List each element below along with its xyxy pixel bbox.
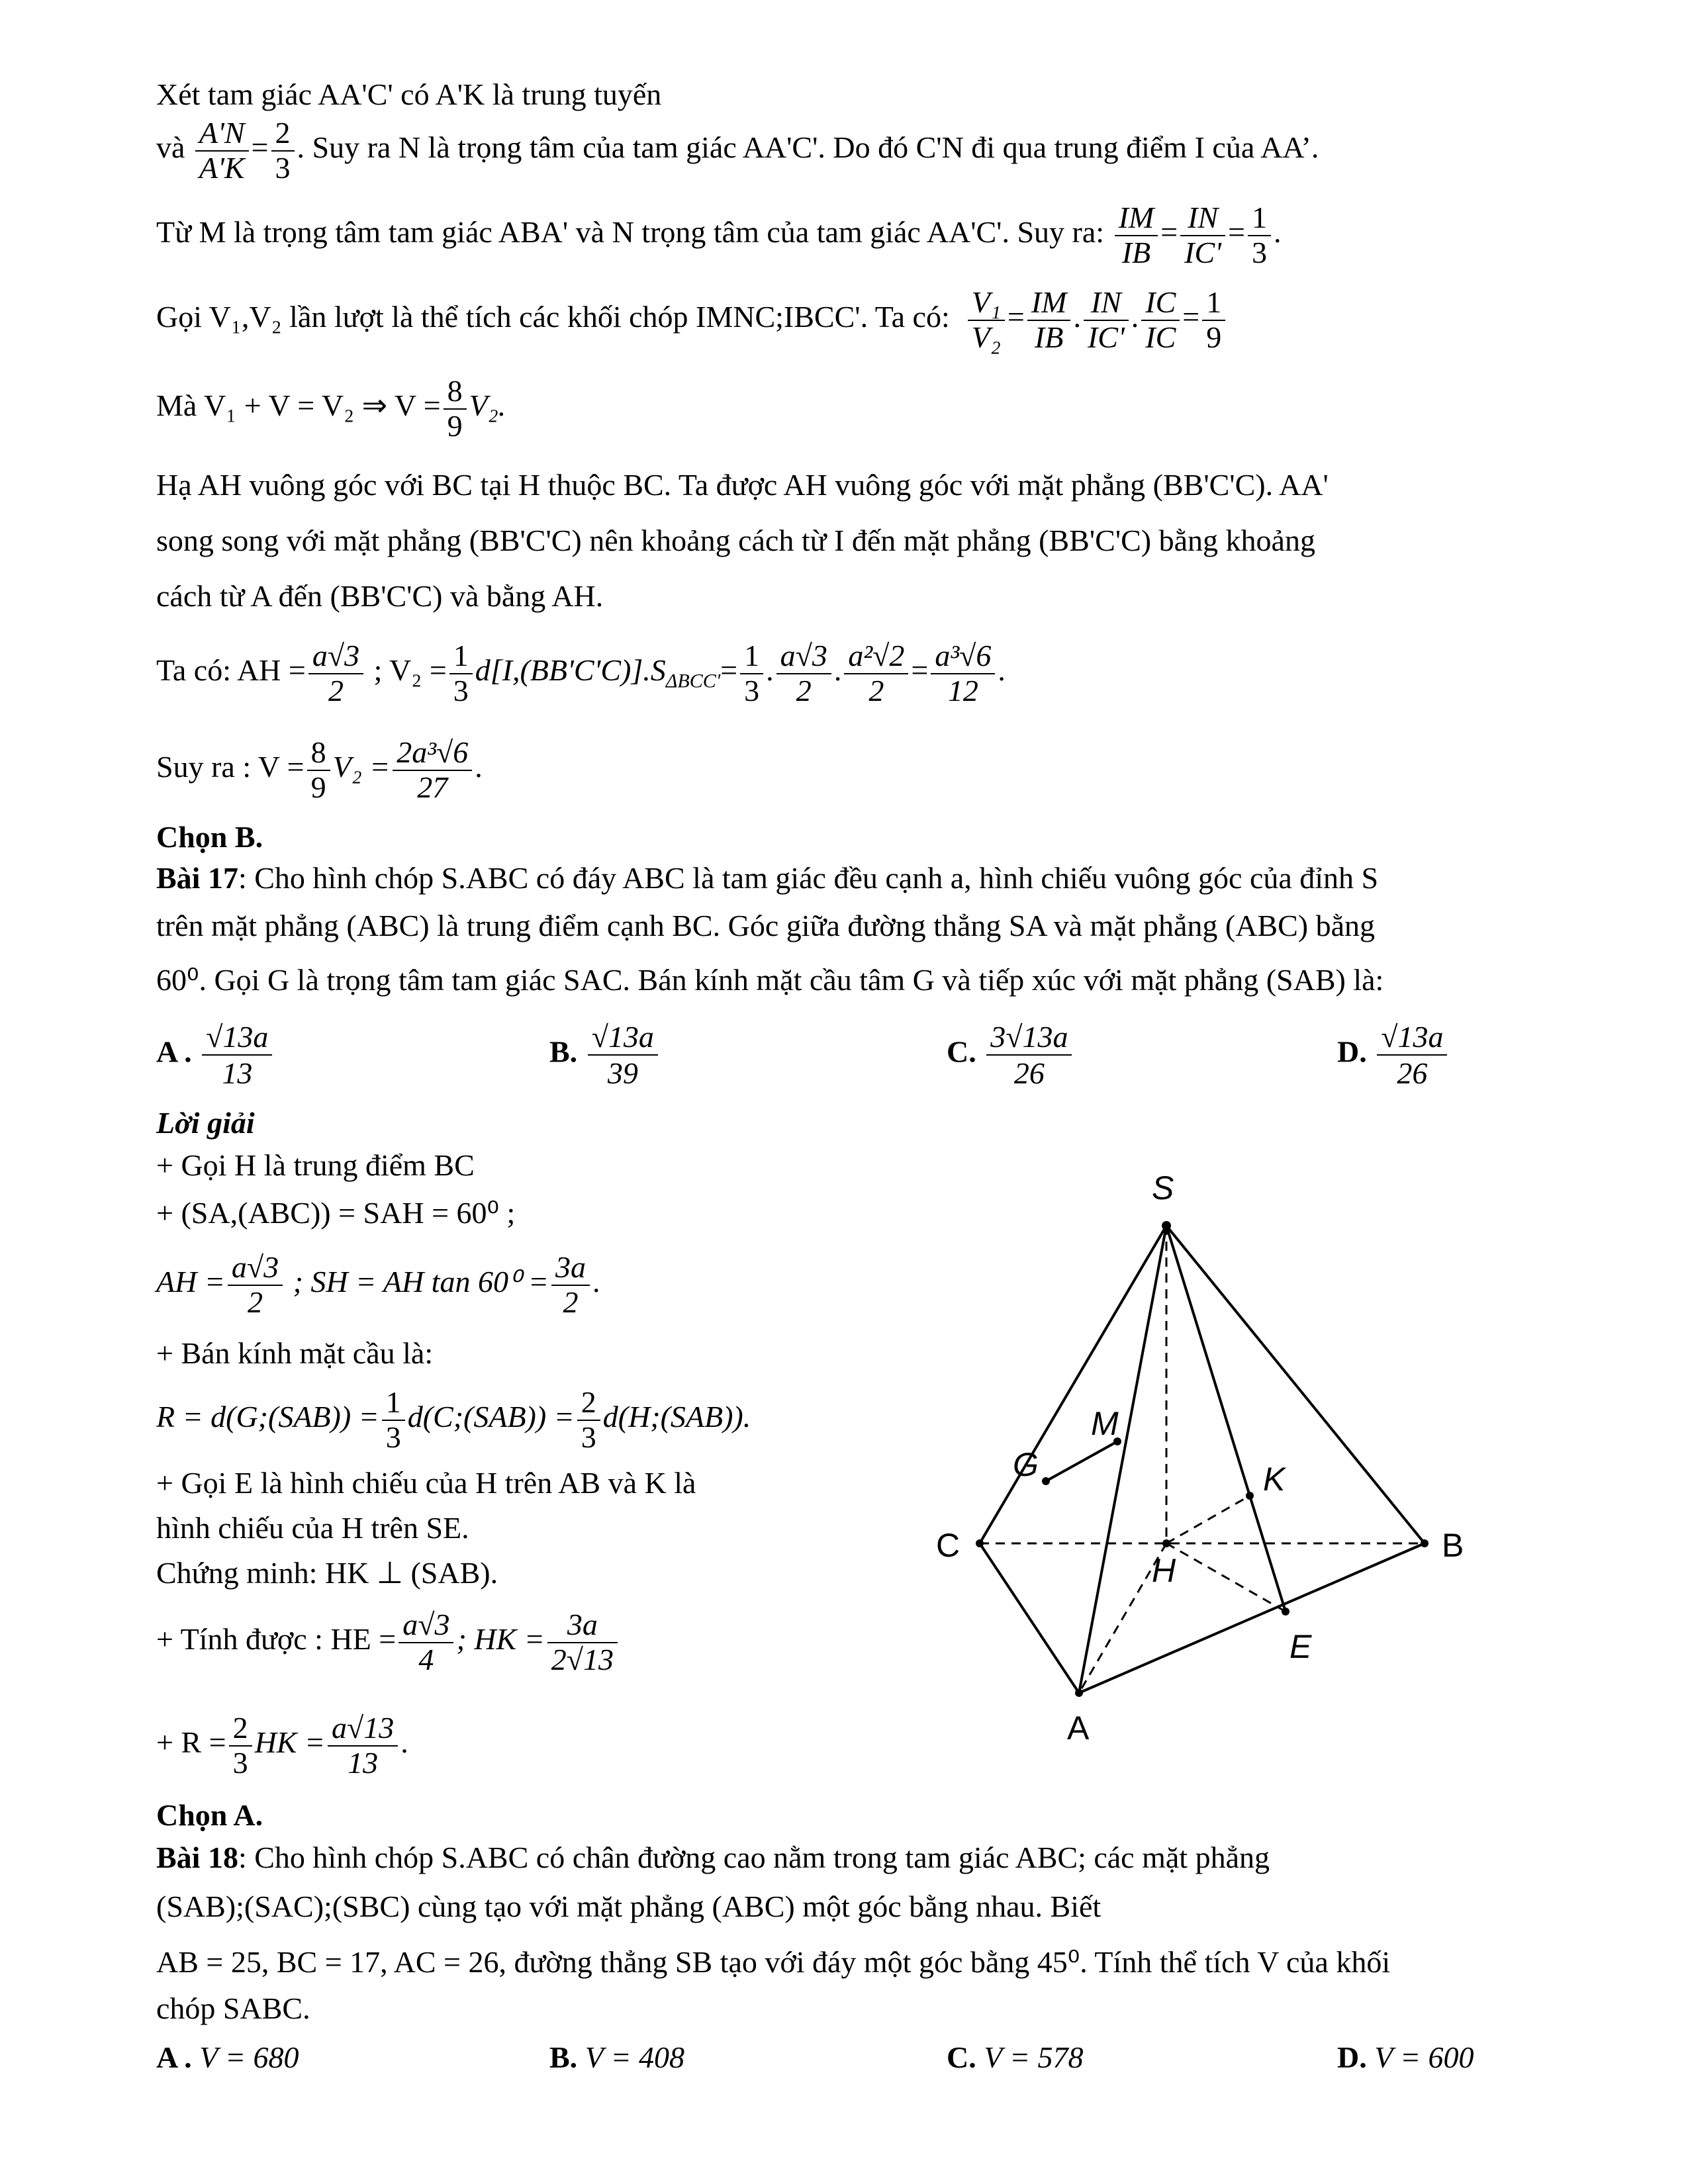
edge-sb bbox=[1166, 1226, 1425, 1543]
p17-step-9: + Tính được : HE = $\frac{a√3}{4}$ ; HK = $\frac{3a}{2√13}$ bbox=[156, 1608, 620, 1676]
segment-gm bbox=[1046, 1441, 1117, 1481]
p17-line-1: Bài 17: Cho hình chóp S.ABC có đáy ABC là tam giác đều cạnh a, hình chiếu vuông góc của đỉnh S bbox=[156, 861, 1379, 895]
label-m: M bbox=[1091, 1405, 1119, 1442]
label-h: H bbox=[1152, 1552, 1176, 1589]
label-e: E bbox=[1289, 1628, 1312, 1665]
p17-step-6: + Gọi E là hình chiếu của H trên AB và K là bbox=[156, 1466, 696, 1500]
p16-line-9: Ta có: AH = $\frac{a√3}{2}$ ; V₂ = $\frac{1}{3}$ $d[I,(BB'C'C)].S_{\Delta BCC'}=$ $\frac{1}{3}$ . $\frac{a√3}{2}$ . $\frac{\text{a²√2}}{2}$ = $\frac{\text{a³√6}}{12}$ . bbox=[156, 639, 1006, 707]
p17-option-a: A . $\frac{√13a}{13}$ bbox=[156, 1019, 275, 1091]
label-s: S bbox=[1152, 1169, 1174, 1206]
p18-line-4: chóp SABC. bbox=[156, 1991, 310, 2025]
edge-sc bbox=[980, 1226, 1166, 1543]
p16-line-3: Từ M là trọng tâm tam giác ABA' và N trọng tâm của tam giác AA'C'. Suy ra: $\frac{IM}{IB}$ = $\frac{IN}{IC'}$ = $\frac{1}{3}$ . bbox=[156, 201, 1282, 269]
segment-hk bbox=[1166, 1496, 1250, 1543]
label-k: K bbox=[1263, 1461, 1286, 1498]
p18-option-a: A . V = 680 bbox=[156, 2040, 299, 2074]
p16-line-7: song song với mặt phẳng (BB'C'C) nên khoảng cách từ I đến mặt phẳng (BB'C'C) bằng khoảng bbox=[156, 523, 1315, 557]
p17-step-1: + Gọi H là trung điểm BC bbox=[156, 1148, 475, 1182]
label-a: A bbox=[1067, 1709, 1090, 1747]
p17-step-5: R = d(G;(SAB)) = $\frac{1}{3}$ d(C;(SAB)) = $\frac{2}{3}$ d(H;(SAB)). bbox=[156, 1385, 751, 1454]
p17-step-8: Chứng minh: HK ⊥ (SAB). bbox=[156, 1556, 498, 1590]
edge-ab bbox=[1079, 1543, 1425, 1693]
p18-line-3: AB = 25, BC = 17, AC = 26, đường thẳng SB tạo với đáy một góc bằng 45⁰. Tính thể tích V của khối bbox=[156, 1945, 1391, 1979]
p17-option-c: C. $\frac{3√13a}{26}$ bbox=[947, 1019, 1074, 1091]
label-c: C bbox=[936, 1527, 961, 1564]
p16-line-6: Hạ AH vuông góc với BC tại H thuộc BC. Ta được AH vuông góc với mặt phẳng (BB'C'C). AA' bbox=[156, 468, 1329, 502]
pyramid-figure bbox=[914, 1152, 1509, 1760]
fraction: $\frac{A'N}{A'K}$ bbox=[195, 116, 249, 185]
p18-line-1: Bài 18: Cho hình chóp S.ABC có chân đường cao nằm trong tam giác ABC; các mặt phẳng bbox=[156, 1841, 1270, 1874]
p17-step-4: + Bán kính mặt cầu là: bbox=[156, 1336, 434, 1370]
p17-line-2: trên mặt phẳng (ABC) là trung điểm cạnh BC. Góc giữa đường thẳng SA và mặt phẳng (ABC) bằng bbox=[156, 909, 1376, 942]
p16-line-2: và $\frac{A'N}{A'K}$ = $\frac{2}{3}$ . Suy ra N là trọng tâm của tam giác AA'C'. Do đó C'N đi qua trung điểm I của AA’. bbox=[156, 116, 1319, 185]
p18-option-b: B. V = 408 bbox=[549, 2040, 684, 2074]
edge-ca bbox=[980, 1543, 1079, 1693]
p16-line-8: cách từ A đến (BB'C'C) và bằng AH. bbox=[156, 579, 604, 613]
p17-solution-heading: Lời giải bbox=[156, 1106, 255, 1140]
p18-option-d: D. V = 600 bbox=[1337, 2040, 1474, 2074]
p16-answer: Chọn B. bbox=[156, 820, 263, 854]
p17-step-10: + R = $\frac{2}{3}$ HK = $\frac{a√13}{13}$ . bbox=[156, 1711, 408, 1780]
p18-line-2: (SAB);(SAC);(SBC) cùng tạo với mặt phẳng (ABC) một góc bằng nhau. Biết bbox=[156, 1889, 1102, 1923]
p17-line-3: 60⁰. Gọi G là trọng tâm tam giác SAC. Bán kính mặt cầu tâm G và tiếp xúc với mặt phẳng (SAB) là: bbox=[156, 963, 1384, 997]
p16-line-4: Gọi V₁,V₂ lần lượt là thể tích các khối chóp IMNC;IBCC'. Ta có: $\frac{\text{V₁}}{\text{V₂}}$ = $\frac{IM}{IB}$ . $\frac{IN}{IC'}$ . $\frac{IC}{IC}$ = $\frac{1}{9}$ bbox=[156, 286, 1228, 354]
p17-option-d: D. $\frac{√13a}{26}$ bbox=[1337, 1019, 1450, 1091]
edge-sa bbox=[1079, 1226, 1166, 1693]
p16-line-10: Suy ra : V = $\frac{8}{9}$ V₂ = $\frac{\text{2a³√6}}{27}$ . bbox=[156, 735, 483, 804]
p16-line-1: Xét tam giác AA'C' có A'K là trung tuyến bbox=[156, 77, 662, 111]
label-g: G bbox=[1013, 1446, 1039, 1483]
p17-step-7: hình chiếu của H trên SE. bbox=[156, 1511, 469, 1545]
p17-step-3: AH = $\frac{a√3}{2}$ ; SH = AH tan 60⁰ = $\frac{3a}{2}$ . bbox=[156, 1250, 600, 1319]
p17-step-2: + (SA,(ABC)) = SAH = 60⁰ ; bbox=[156, 1196, 516, 1230]
p16-line-5: Mà V₁ + V = V₂ ⇒ V = $\frac{8}{9}$ V₂. bbox=[156, 374, 506, 443]
p17-option-b: B. $\frac{√13a}{39}$ bbox=[549, 1019, 661, 1091]
p18-option-c: C. V = 578 bbox=[947, 2040, 1084, 2074]
label-b: B bbox=[1442, 1527, 1464, 1564]
fraction: $\frac{2}{3}$ bbox=[271, 116, 295, 185]
p17-answer: Chọn A. bbox=[156, 1798, 263, 1832]
